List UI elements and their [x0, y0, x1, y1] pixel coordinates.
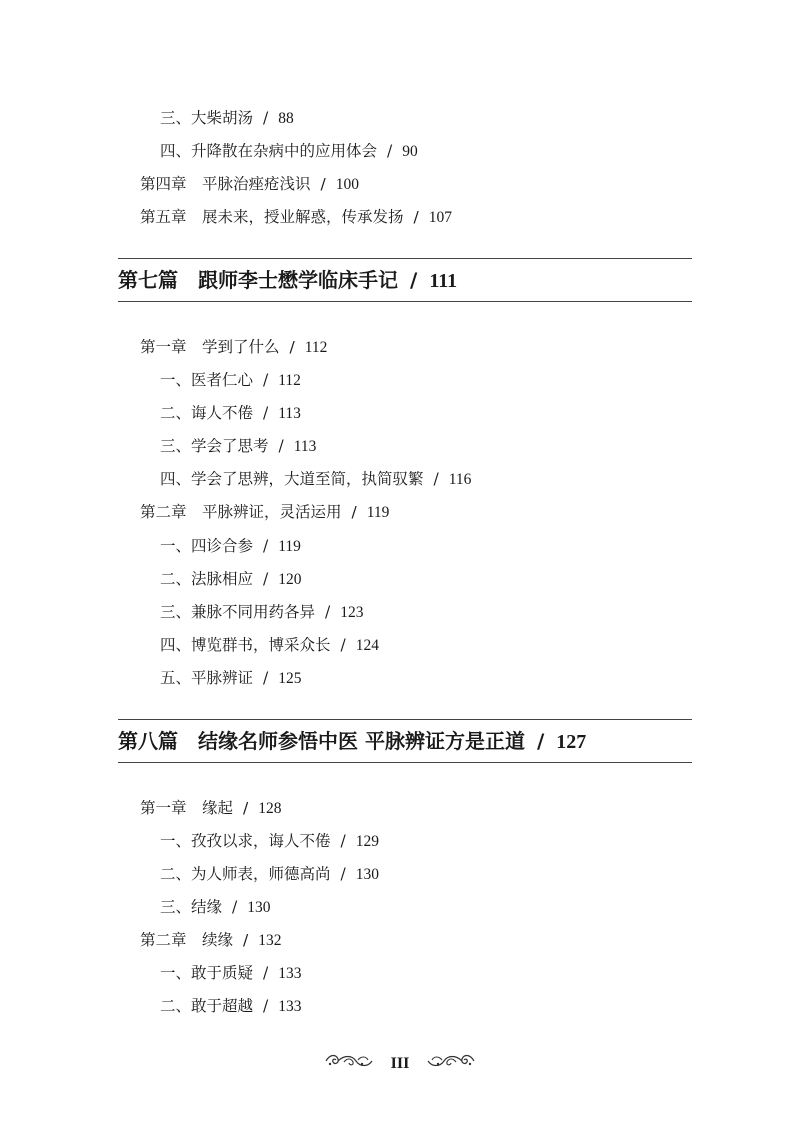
entry-label: 第二章 平脉辨证，灵活运用	[140, 503, 342, 521]
entry-separator: /	[232, 898, 238, 916]
toc-entry	[160, 668, 302, 689]
entry-separator: /	[263, 537, 269, 555]
entry-label: 一、四诊合参	[160, 537, 254, 555]
toc-chapter-entry	[140, 337, 327, 358]
entry-label: 三、兼脉不同用药各异	[160, 603, 316, 621]
entry-label: 第一章 缘起	[140, 799, 234, 817]
entry-separator: /	[387, 142, 393, 160]
entry-page: 112	[278, 372, 301, 389]
entry-separator: /	[351, 503, 357, 521]
entry-separator: /	[433, 470, 439, 488]
entry-label: 二、敢于超越	[160, 997, 254, 1015]
toc-entry	[160, 436, 316, 457]
page-folio: III	[390, 1054, 410, 1072]
entry-page: 100	[335, 176, 359, 193]
entry-label: 一、孜孜以求，诲人不倦	[160, 832, 331, 850]
entry-separator: /	[413, 208, 419, 226]
toc-entry	[160, 897, 271, 918]
entry-page: 130	[247, 899, 271, 916]
entry-page: 123	[340, 604, 364, 621]
entry-label: 三、结缘	[160, 898, 223, 916]
toc-entry	[160, 831, 379, 852]
toc-entry	[160, 864, 379, 885]
entry-label: 第五章 展未来，授业解惑，传承发扬	[140, 208, 404, 226]
right-ornament-icon	[426, 1052, 476, 1075]
entry-separator: /	[340, 832, 346, 850]
entry-label: 第四章 平脉治痤疮浅识	[140, 175, 311, 193]
entry-label: 二、法脉相应	[160, 570, 254, 588]
entry-label: 五、平脉辨证	[160, 669, 254, 687]
entry-page: 133	[278, 998, 302, 1015]
entry-label: 三、学会了思考	[160, 437, 269, 455]
entry-label: 四、学会了思辨，大道至简，执简驭繁	[160, 470, 424, 488]
entry-page: 112	[304, 339, 328, 356]
part-separator: /	[536, 729, 545, 753]
entry-separator: /	[289, 338, 295, 356]
toc-entry	[160, 403, 301, 424]
entry-page: 107	[428, 209, 452, 226]
entry-page: 116	[448, 471, 472, 488]
entry-label: 第二章 续缘	[140, 931, 234, 949]
entry-separator: /	[263, 371, 269, 389]
part-separator: /	[410, 268, 418, 292]
entry-label: 一、医者仁心	[160, 371, 254, 389]
entry-page: 119	[278, 538, 301, 555]
toc-chapter-entry	[140, 798, 282, 819]
entry-separator: /	[263, 997, 269, 1015]
toc-chapter-entry	[140, 502, 389, 523]
entry-page: 90	[402, 143, 418, 160]
part-title-text: 第八篇 结缘名师参悟中医 平脉辨证方是正道	[118, 729, 525, 753]
part-title	[118, 267, 457, 294]
entry-page: 133	[278, 965, 302, 982]
entry-separator: /	[340, 865, 346, 883]
entry-label: 四、升降散在杂病中的应用体会	[160, 142, 378, 160]
entry-label: 第一章 学到了什么	[140, 338, 280, 356]
entry-separator: /	[263, 570, 269, 588]
entry-label: 二、诲人不倦	[160, 404, 254, 422]
entry-page: 130	[355, 866, 379, 883]
entry-separator: /	[263, 669, 269, 687]
entry-separator: /	[340, 636, 346, 654]
entry-separator: /	[243, 931, 249, 949]
page-footer	[0, 1052, 800, 1075]
toc-entry	[160, 602, 364, 623]
left-ornament-icon	[324, 1052, 374, 1075]
entry-label: 一、敢于质疑	[160, 964, 254, 982]
entry-page: 125	[278, 670, 302, 687]
toc-entry	[160, 996, 302, 1017]
entry-separator: /	[243, 799, 249, 817]
entry-page: 119	[366, 504, 390, 521]
entry-label: 二、为人师表，师德高尚	[160, 865, 331, 883]
entry-page: 124	[355, 637, 379, 654]
entry-page: 88	[278, 110, 294, 127]
entry-separator: /	[263, 964, 269, 982]
toc-entry	[160, 569, 302, 590]
toc-entry	[160, 108, 294, 129]
toc-chapter-entry	[140, 207, 452, 228]
entry-separator: /	[263, 109, 269, 127]
part-title-text: 第七篇 跟师李士懋学临床手记	[118, 268, 398, 292]
part-heading	[118, 258, 692, 302]
toc-entry	[160, 370, 301, 391]
entry-separator: /	[320, 175, 326, 193]
toc-entry	[160, 469, 471, 490]
toc-entry	[160, 635, 379, 656]
entry-page: 129	[355, 833, 379, 850]
part-page: 127	[556, 731, 587, 753]
toc-chapter-entry	[140, 930, 282, 951]
entry-page: 132	[258, 932, 282, 949]
part-heading	[118, 719, 692, 763]
entry-separator: /	[278, 437, 284, 455]
toc-entry	[160, 963, 302, 984]
toc-entry	[160, 536, 301, 557]
toc-chapter-entry	[140, 174, 359, 195]
entry-page: 113	[293, 438, 317, 455]
entry-label: 四、博览群书，博采众长	[160, 636, 331, 654]
entry-label: 三、大柴胡汤	[160, 109, 254, 127]
entry-separator: /	[263, 404, 269, 422]
entry-page: 120	[278, 571, 302, 588]
part-title	[118, 728, 586, 755]
entry-separator: /	[325, 603, 331, 621]
entry-page: 128	[258, 800, 282, 817]
toc-entry	[160, 141, 418, 162]
part-page: 111	[429, 270, 458, 292]
entry-page: 113	[278, 405, 301, 422]
